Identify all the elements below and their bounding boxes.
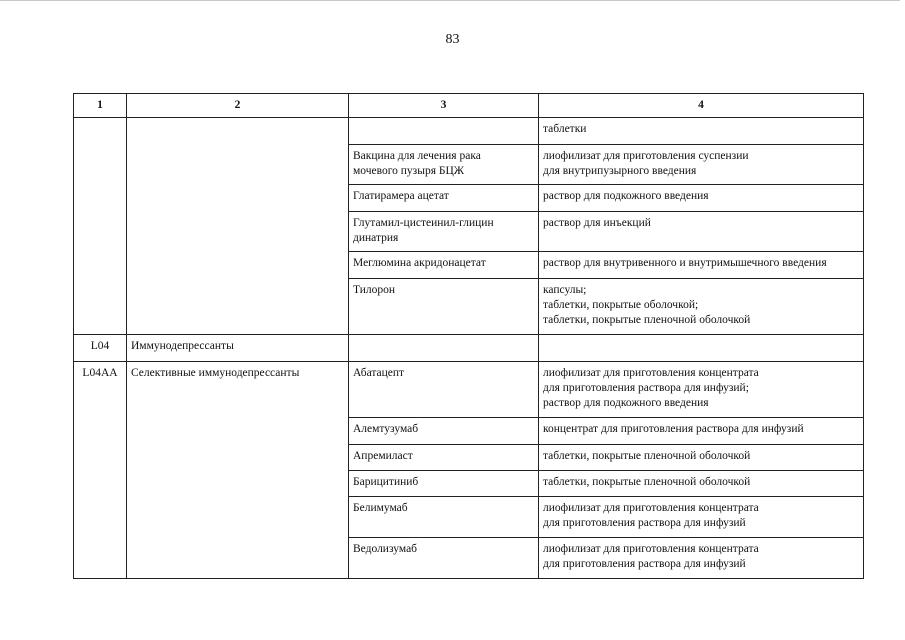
form-cell: раствор для подкожного введения	[539, 185, 864, 212]
form-cell: лиофилизат для приготовления концентрата для приготовления раствора для инфузий	[539, 497, 864, 538]
form-cell: таблетки, покрытые пленочной оболочкой	[539, 471, 864, 497]
drug-cell: Глутамил-цистеинил-глицин динатрия	[349, 212, 539, 252]
form-cell: лиофилизат для приготовления концентрата для приготовления раствора для инфузий	[539, 538, 864, 579]
drug-cell: Тилорон	[349, 279, 539, 335]
form-cell: таблетки, покрытые пленочной оболочкой	[539, 445, 864, 471]
drug-cell	[349, 118, 539, 145]
code-cell	[74, 118, 127, 335]
form-cell: концентрат для приготовления раствора для инфузий	[539, 418, 864, 445]
form-cell: раствор для инъекций	[539, 212, 864, 252]
column-header-4: 4	[539, 94, 864, 118]
column-header-2: 2	[127, 94, 349, 118]
column-header-3: 3	[349, 94, 539, 118]
group-cell	[127, 118, 349, 335]
medicines-table	[73, 93, 864, 579]
drug-cell: Алемтузумаб	[349, 418, 539, 445]
table-header-row	[74, 94, 864, 118]
drug-cell: Абатацепт	[349, 362, 539, 418]
code-cell: L04AA	[74, 362, 127, 579]
drug-cell	[349, 335, 539, 362]
table-row	[74, 335, 864, 362]
form-cell	[539, 335, 864, 362]
drug-cell: Барицитиниб	[349, 471, 539, 497]
column-header-1: 1	[74, 94, 127, 118]
page-number: 83	[445, 32, 460, 47]
table-row	[74, 362, 864, 418]
form-cell: таблетки	[539, 118, 864, 145]
drug-cell: Вакцина для лечения рака мочевого пузыря БЦЖ	[349, 145, 539, 185]
drug-cell: Белимумаб	[349, 497, 539, 538]
form-cell: лиофилизат для приготовления суспензии для внутрипузырного введения	[539, 145, 864, 185]
drug-cell: Меглюмина акридонацетат	[349, 252, 539, 279]
group-cell: Селективные иммунодепрессанты	[127, 362, 349, 579]
group-cell: Иммунодепрессанты	[127, 335, 349, 362]
drug-cell: Апремиласт	[349, 445, 539, 471]
form-cell: лиофилизат для приготовления концентрата для приготовления раствора для инфузий; раствор для подкожного введения	[539, 362, 864, 418]
page-top-edge	[0, 0, 900, 1]
drug-cell: Глатирамера ацетат	[349, 185, 539, 212]
form-cell: раствор для внутривенного и внутримышечного введения	[539, 252, 864, 279]
code-cell: L04	[74, 335, 127, 362]
form-cell: капсулы; таблетки, покрытые оболочкой; таблетки, покрытые пленочной оболочкой	[539, 279, 864, 335]
table-row	[74, 118, 864, 145]
drug-cell: Ведолизумаб	[349, 538, 539, 579]
